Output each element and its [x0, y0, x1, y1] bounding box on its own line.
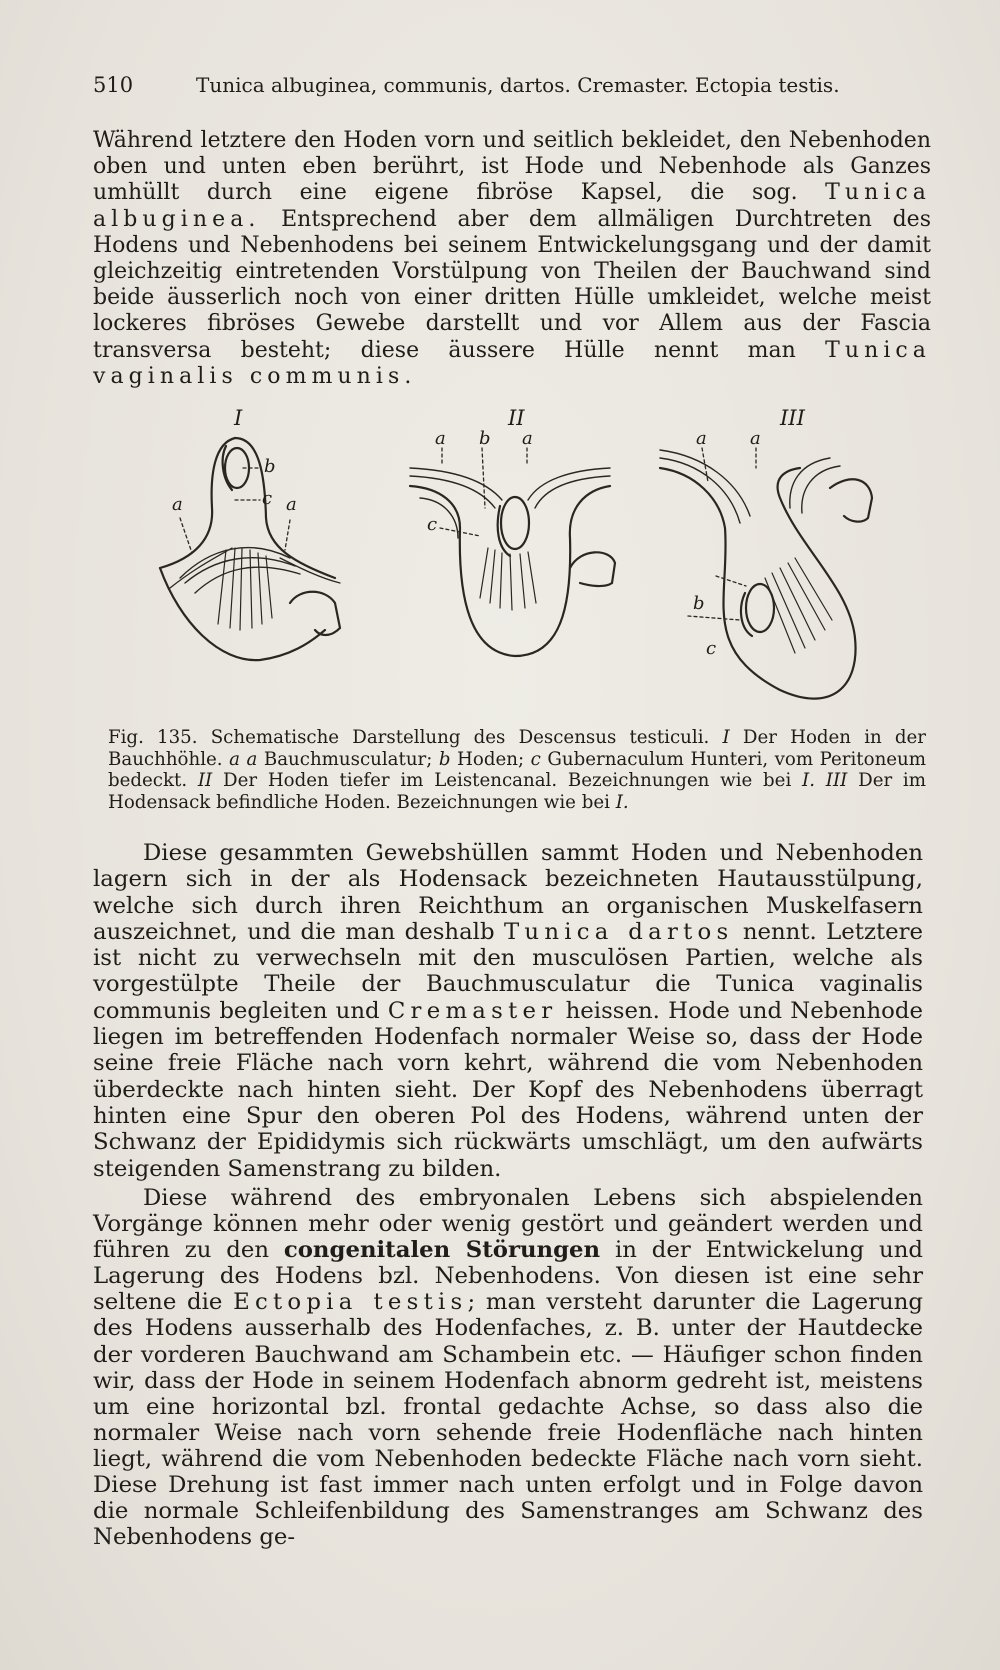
panel-iii-drawing — [660, 448, 872, 699]
label-iii-a-left: a — [696, 428, 707, 449]
label-ii-a-left: a — [435, 428, 446, 449]
figure-numeral-iii: III — [780, 406, 805, 430]
term-congenitalen-stoerungen: congenitalen Störungen — [283, 1237, 601, 1264]
label-iii-b: b — [693, 593, 705, 614]
caption-italic: a a — [229, 748, 258, 770]
label-i-b: b — [264, 456, 276, 477]
label-i-a-left: a — [172, 494, 183, 515]
p1-text-2: Entsprechend aber dem allmäligen Durchtreten des Hodens und Nebenhodens bei seinem Entwickelungsgang und der damit gleichzeitig eintretenden Vorstülpung von Theilen der Bauchwand sind beide äusserlich noch von einer dritten Hülle umkleidet, welche meist lockeres fibröses Gewebe darstellt und vor Allem aus der Fascia transversa besteht; diese äussere Hülle nennt man — [93, 206, 931, 363]
caption-text: Gubernaculum Hunteri, vom Peritoneum bedeckt. — [108, 748, 927, 791]
caption-text: Der Hoden in der Bauchhöhle. — [108, 727, 927, 770]
p3-text-2: in der Entwickelung und Lagerung des Hodens bzl. Nebenhodens. Von diesen ist eine sehr seltene die — [93, 1237, 923, 1316]
p2-text-2: nennt. Letztere ist nicht zu verwechseln mit den musculösen Partien, welche als vorgestülpte Theile der Bauchmusculatur die Tunica vaginalis communis begleiten und — [93, 918, 924, 1024]
caption-text: Der Hoden tiefer im Leistencanal. Bezeichnungen wie bei — [212, 770, 803, 791]
p3-text-3: ; man versteht darunter die Lagerung des Hodens ausserhalb des Hodenfaches, z. B. unter der Hautdecke der vorderen Bauchwand am Schambein etc. — Häufiger schon finden wir, dass der Hode in seinem Hodenfach abnorm gedreht ist, meistens um eine horizontal bzl. frontal gedachte Achse, so dass also die normaler Weise nach vorn sehende freie Hodenfläche nach hinten liegt, während die vom Nebenhoden bedeckte Fläche nach vorn sieht. Diese Drehung ist fast immer nach unten erfolgt und in Folge davon die normale Schleifenbildung des Samenstranges am Schwanz des Nebenhodens ge- — [93, 1289, 924, 1551]
term-tunica-dartos: Tunica dartos — [503, 918, 734, 945]
label-iii-a-right: a — [750, 428, 761, 449]
caption-italic: b — [438, 748, 451, 770]
paragraph-1 — [93, 128, 931, 390]
p1-text-1: Während letztere den Hoden vorn und seitlich bekleidet, den Nebenhoden oben und unten eben berührt, ist Hode und Nebenhode als Ganzes umhüllt durch eine eigene fibröse Kapsel, die sog. — [93, 128, 931, 206]
caption-italic: I — [722, 727, 730, 748]
term-tunica-albuginea: Tunica albuginea. — [93, 180, 931, 232]
p2-text-3: heissen. Hode und Nebenhode liegen im betreffenden Hodenfach normaler Weise so, dass der Hode seine freie Fläche nach vorn kehrt, während die vom Nebenhoden überdeckte nach hinten sieht. Der Kopf des Nebenhodens überragt hinten eine Spur den oberen Pol des Hodens, während unten der Schwanz der Epididymis sich rückwärts umschlägt, um den aufwärts steigenden Samenstrang zu bilden. — [93, 997, 923, 1182]
paragraph-2 — [93, 840, 923, 1182]
page-number: 510 — [93, 73, 134, 97]
caption-italic: I. — [615, 791, 629, 813]
caption-italic: III — [825, 770, 848, 791]
figure-numeral-ii: II — [508, 406, 525, 430]
p3-text-1: Diese während des embryonalen Lebens sich abspielenden Vorgänge können mehr oder wenig gestört und geändert werden und führen zu den — [93, 1185, 923, 1264]
caption-text: Bauchmusculatur; — [257, 748, 439, 770]
paragraph-3 — [93, 1185, 923, 1550]
caption-text — [815, 770, 826, 791]
label-ii-c: c — [427, 514, 438, 535]
caption-italic: I. — [802, 770, 816, 791]
running-title: Tunica albuginea, communis, dartos. Cremaster. Ectopia testis. — [196, 73, 840, 97]
caption-text: Hoden; — [450, 748, 531, 770]
figure-caption — [108, 727, 926, 813]
panel-i-drawing — [160, 438, 340, 660]
term-cremaster: Cremaster — [387, 997, 558, 1024]
caption-italic: c — [530, 748, 541, 770]
descensus-diagram — [140, 398, 940, 728]
caption-italic: II — [197, 770, 213, 791]
figure-numeral-i: I — [234, 406, 243, 430]
label-ii-a-right: a — [522, 428, 533, 449]
term-ectopia-testis: Ectopia testis — [233, 1289, 468, 1316]
label-ii-b: b — [479, 428, 491, 449]
caption-fig-number: Fig. 135. — [108, 727, 198, 748]
label-iii-c: c — [706, 638, 717, 659]
caption-text: Der im Hodensack befindliche Hoden. Bezeichnungen wie bei — [108, 770, 926, 813]
panel-ii-drawing — [410, 448, 615, 656]
term-tunica-vaginalis: Tunica vaginalis communis. — [93, 337, 931, 389]
caption-text: Schematische Darstellung des Descensus testiculi. — [197, 727, 723, 748]
figure-135 — [140, 398, 940, 728]
label-i-c: c — [262, 488, 273, 509]
running-head — [93, 68, 923, 102]
p2-text-1: Diese gesammten Gewebshüllen sammt Hoden und Nebenhoden lagern sich in der als Hodensack bezeichneten Hautausstülpung, welche sich durch ihren Reichthum an organischen Muskelfasern auszeichnet, und die man deshalb — [93, 840, 923, 945]
label-i-a-right: a — [286, 494, 297, 515]
